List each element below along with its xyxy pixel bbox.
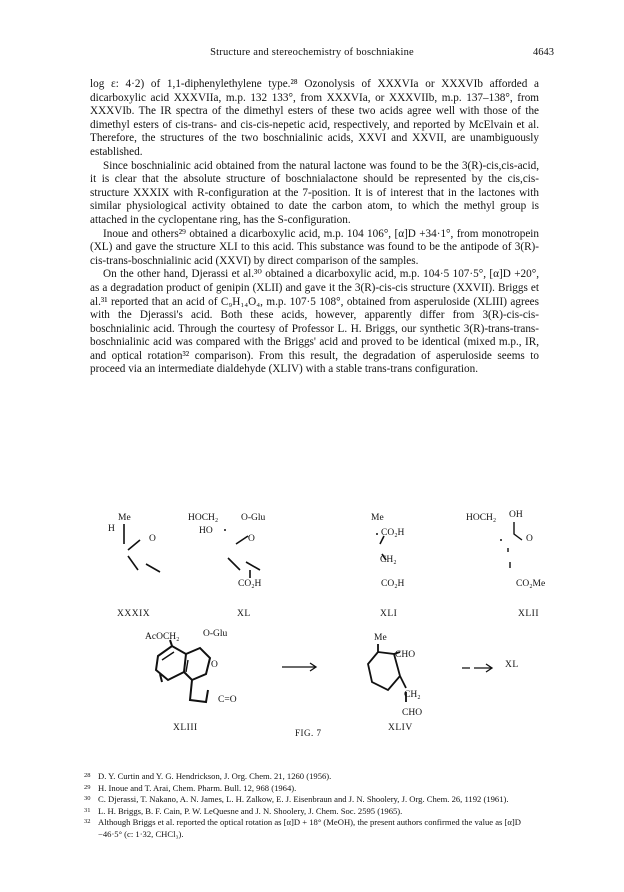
label-xlii: XLII bbox=[518, 609, 539, 619]
figure-caption: FIG. 7 bbox=[295, 728, 322, 738]
footnote-number: 28 bbox=[84, 772, 91, 779]
structure-xli-bonds bbox=[370, 520, 410, 580]
footnote-number: 32 bbox=[84, 818, 91, 826]
atom-acoch2: AcOCH₂ bbox=[145, 632, 180, 642]
atom-me: Me bbox=[118, 513, 131, 523]
label-xl: XL bbox=[237, 609, 251, 619]
atom-me: Me bbox=[374, 633, 387, 643]
atom-co2h: CO₂H bbox=[238, 579, 262, 589]
atom-co2me: CO₂Me bbox=[516, 579, 546, 589]
label-xl-target: XL bbox=[505, 660, 519, 670]
label-xliii: XLIII bbox=[173, 723, 198, 733]
footnote-29 bbox=[84, 783, 544, 795]
atom-co: C=O bbox=[218, 695, 237, 705]
label-xliv: XLIV bbox=[388, 723, 413, 733]
atom-h: H bbox=[108, 524, 115, 534]
paragraph-4: On the other hand, Djerassi et al.³⁰ obtained a dicarboxylic acid, m.p. 104·5 107·5°, [α]D +20°, as a degradation product of genipin (XLII) and gave it the 3(R)-cis-cis structure (XXVII). Briggs et al.³¹ reported that an acid of C₉H₁₄O₄, m.p. 107·5 108°, obtained from asperuloside (XLIII) agrees with the Djerassi's acid. Both these acids, however, apparently differ from 3(R)-cis-cis-boschnialinic acid. Through the courtesy of Professor L. H. Briggs, our synthetic 3(R)-trans-trans-boschnialinic acid was compared with the Briggs' acid and proved to be identical (mixed m.p., IR, and optical rotation³² comparison). From this result, the degradation of asperuloside seems to proceed via an intermediate dialdehyde (XLIV) with a stable trans-trans configuration. bbox=[90, 268, 539, 376]
footnote-28 bbox=[84, 771, 544, 783]
footnote-text: Although Briggs et al. reported the optical rotation as [α]D + 18° (MeOH), the present authors confirmed the value as [α]D −46·5° (c: 1·32, CHCl₃). bbox=[98, 817, 521, 839]
paragraph-3: Inoue and others²⁹ obtained a dicarboxylic acid, m.p. 104 106°, [α]D +34·1°, from monotropein (XL) and gave the structure XLI to this acid. This substance was found to be the antipode of 3(R)-cis-trans-boschnialinic acid (XXVI) by direct comparison of the samples. bbox=[90, 227, 539, 267]
atom-cho: CHO bbox=[402, 708, 423, 718]
atom-hoch2: HOCH₂ bbox=[466, 513, 497, 523]
structure-xl-bonds bbox=[210, 520, 270, 580]
structure-xliv-bonds bbox=[364, 642, 424, 712]
atom-co2h: CO₂H bbox=[381, 579, 405, 589]
footnote-31 bbox=[84, 806, 544, 818]
footnote-30 bbox=[84, 794, 544, 806]
atom-oh: OH bbox=[509, 510, 523, 520]
atom-ch2: CH₂ bbox=[380, 555, 397, 565]
label-xli: XLI bbox=[380, 609, 398, 619]
body-text bbox=[90, 78, 539, 377]
paragraph-1: log ε: 4·2) of 1,1-diphenylethylene type.²⁸ Ozonolysis of XXXVIa or XXXVIb afforded a dicarboxylic acid XXXVIIa, m.p. 132 133°, from XXXVIa, or XXXVIIb, m.p. 137–138°, from XXXVIb. The IR spectra of the dimethyl esters of these two acids agree well with those of the dimethyl esters of cis-trans- and cis-cis-nepetic acid, respectively, and reported by McElvain et al. Therefore, the structures of the two boschnialinic acids, XXVI and XXVII, are unambiguously established. bbox=[90, 78, 539, 158]
atom-o: O bbox=[149, 534, 156, 544]
footnotes bbox=[84, 771, 544, 841]
atom-hoch2: HOCH₂ bbox=[188, 513, 219, 523]
atom-o: O bbox=[248, 534, 255, 544]
atom-ch2: CH₂ bbox=[404, 690, 421, 700]
footnote-text: C. Djerassi, T. Nakano, A. N. James, L. H. Zalkow, E. J. Eisenbraun and J. N. Shoolery, J. Org. Chem. 26, 1192 (1961). bbox=[98, 794, 509, 805]
structure-xliii-bonds bbox=[150, 640, 230, 720]
reaction-arrow-icon bbox=[282, 662, 322, 672]
atom-o: O bbox=[211, 660, 218, 670]
paragraph-2: Since boschnialinic acid obtained from the natural lactone was found to be the 3(R)-cis,cis-acid, it is clear that the absolute structure of boschnialactone should be represented by the cis,cis-structure XXXIX with R-configuration at the 7-position. It is of interest that in the lactones with similar physiological activity obtained to date the carbon atom, to which the methyl group is attached in the cyclopentane ring, has the S-configuration. bbox=[90, 159, 539, 226]
atom-oglu: O-Glu bbox=[203, 629, 228, 639]
structure-xlii-bonds bbox=[490, 518, 540, 578]
atom-me: Me bbox=[371, 513, 384, 523]
atom-oglu: O-Glu bbox=[241, 513, 266, 523]
atom-o: O bbox=[526, 534, 533, 544]
label-xxxix: XXXIX bbox=[117, 609, 151, 619]
page-header bbox=[0, 47, 624, 63]
footnote-text: H. Inoue and T. Arai, Chem. Pharm. Bull. 12, 968 (1964). bbox=[98, 782, 297, 793]
footnote-number: 31 bbox=[84, 806, 91, 814]
running-title: Structure and stereochemistry of boschniakine bbox=[210, 47, 414, 58]
dashed-arrow-icon bbox=[462, 663, 498, 673]
footnote-number: 29 bbox=[84, 783, 91, 791]
atom-cho: CHO bbox=[395, 650, 416, 660]
page-number: 4643 bbox=[533, 47, 554, 58]
footnote-number: 30 bbox=[84, 795, 91, 803]
footnote-32 bbox=[84, 817, 544, 840]
atom-ho: HO bbox=[199, 526, 213, 536]
footnote-text: D. Y. Curtin and Y. G. Hendrickson, J. Org. Chem. 21, 1260 (1956). bbox=[98, 771, 332, 781]
structure-xxxix-bonds bbox=[110, 520, 170, 580]
atom-co2h: CO₂H bbox=[381, 528, 405, 538]
footnote-text: L. H. Briggs, B. F. Cain, P. W. LeQuesne and J. N. Shoolery, J. Chem. Soc. 2595 (1965). bbox=[98, 805, 403, 816]
